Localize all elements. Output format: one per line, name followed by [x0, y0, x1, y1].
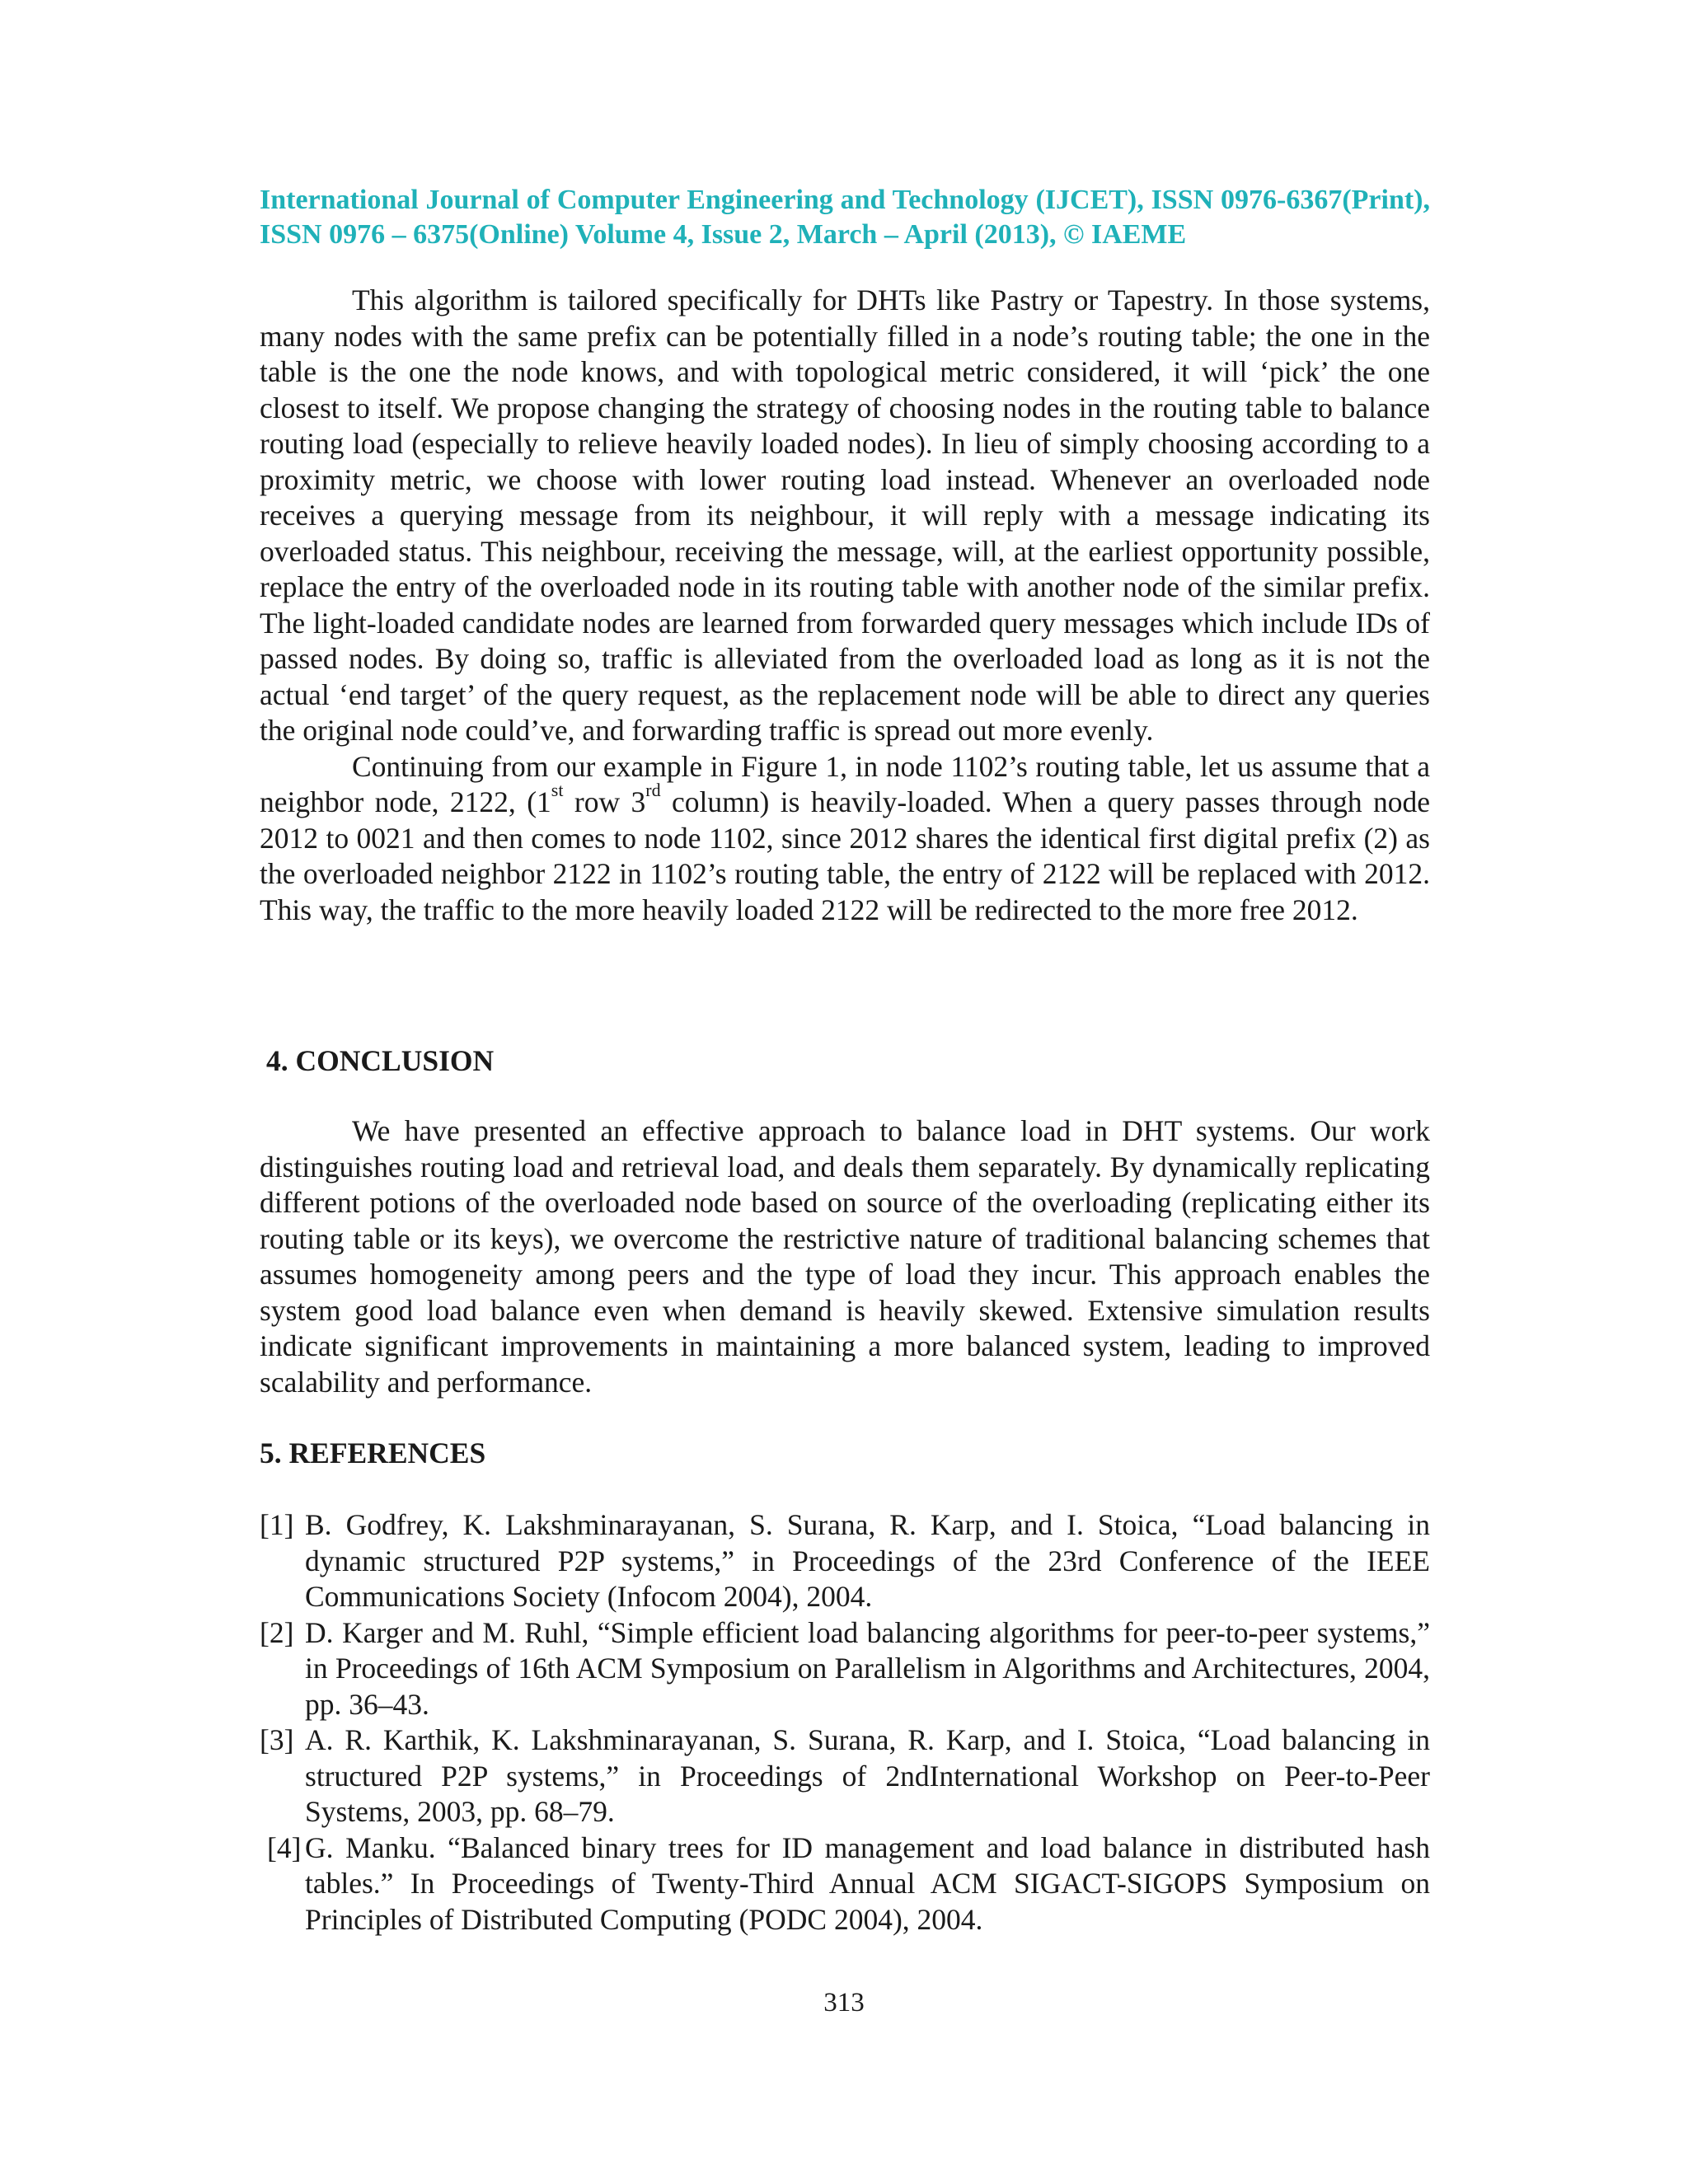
conclusion-body [260, 1113, 1430, 1400]
reference-text: G. Manku. “Balanced binary trees for ID management and load balance in distributed hash tables.” In Proceedings of Twenty-Third Annual ACM SIGACT-SIGOPS Symposium on Principles of Distributed Computing (PODC 2004), 2004. [305, 1830, 1430, 1936]
reference-text: B. Godfrey, K. Lakshminarayanan, S. Surana, R. Karp, and I. Stoica, “Load balancing in dynamic structured P2P systems,” in Proceedings of the 23rd Conference of the IEEE Communications Society (Infocom 2004), 2004. [305, 1508, 1430, 1613]
reference-item [267, 1830, 1430, 1938]
superscript-rd: rd [645, 780, 661, 801]
reference-number: [1] [260, 1508, 294, 1541]
reference-item [260, 1722, 1430, 1830]
journal-header: International Journal of Computer Engineering and Technology (IJCET), ISSN 0976-6367(Print), ISSN 0976 – 6375(Online) Volume 4, Issue 2, March – April (2013), © IAEME [260, 185, 1430, 250]
reference-number: [2] [260, 1615, 294, 1649]
reference-number: [4] [267, 1830, 302, 1864]
conclusion-heading: 4. CONCLUSION [266, 1044, 495, 1077]
example-text-part-2: row 3 [563, 785, 646, 818]
reference-number: [3] [260, 1723, 294, 1756]
example-text-part-1: Continuing from our example in Figure 1, in node 1102’s routing table, let us assume that a neighbor node, 2122, (1 [260, 749, 1430, 818]
paragraph-algorithm-description: This algorithm is tailored specifically for DHTs like Pastry or Tapestry. In those systems, many nodes with the same prefix can be potentially filled in a node’s routing table; the one in the table is the one the node knows, and with topological metric considered, it will ‘pick’ the one closest to itself. We propose changing the strategy of choosing nodes in the routing table to balance routing load (especially to relieve heavily loaded nodes). In lieu of simply choosing according to a proximity metric, we choose with lower routing load instead. Whenever an overloaded node receives a querying message from its neighbour, it will reply with a message indicating its overloaded status. This neighbour, receiving the message, will, at the earliest opportunity possible, replace the entry of the overloaded node in its routing table with another node of the similar prefix. The light-loaded candidate nodes are learned from forwarded query messages which include IDs of passed nodes. By doing so, traffic is alleviated from the overloaded load as long as it is not the actual ‘end target’ of the query request, as the replacement node will be able to direct any queries the original node could’ve, and forwarding traffic is spread out more evenly. [260, 284, 1430, 747]
reference-item [260, 1507, 1430, 1615]
paragraph-conclusion: We have presented an effective approach to balance load in DHT systems. Our work distinguishes routing load and retrieval load, and deals them separately. By dynamically replicating different potions of the overloaded node based on source of the overloading (replicating either its routing table or its keys), we overcome the restrictive nature of traditional balancing schemes that assumes homogeneity among peers and the type of load they incur. This approach enables the system good load balance even when demand is heavily skewed. Extensive simulation results indicate significant improvements in maintaining a more balanced system, leading to improved scalability and performance. [260, 1114, 1430, 1399]
reference-text: A. R. Karthik, K. Lakshminarayanan, S. Surana, R. Karp, and I. Stoica, “Load balancing in structured P2P systems,” in Proceedings of 2ndInternational Workshop on Peer-to-Peer Systems, 2003, pp. 68–79. [305, 1723, 1430, 1828]
reference-text: D. Karger and M. Ruhl, “Simple efficient load balancing algorithms for peer-to-peer systems,” in Proceedings of 16th ACM Symposium on Parallelism in Algorithms and Architectures, 2004, pp. 36–43. [305, 1615, 1430, 1721]
references-heading: 5. REFERENCES [260, 1436, 486, 1469]
superscript-st: st [551, 780, 564, 801]
reference-list [260, 1507, 1430, 1938]
algorithm-section-body [260, 283, 1430, 928]
example-text-part-3: column) is heavily-loaded. When a query passes through node 2012 to 0021 and then comes to node 1102, since 2012 shares the identical first digital prefix (2) as the overloaded neighbor 2122 in 1102’s routing table, the entry of 2122 will be replaced with 2012. This way, the traffic to the more heavily loaded 2122 will be redirected to the more free 2012. [260, 785, 1430, 926]
reference-item [260, 1615, 1430, 1723]
page-number: 313 [823, 1988, 865, 2018]
paragraph-example-continuation [260, 749, 1430, 929]
